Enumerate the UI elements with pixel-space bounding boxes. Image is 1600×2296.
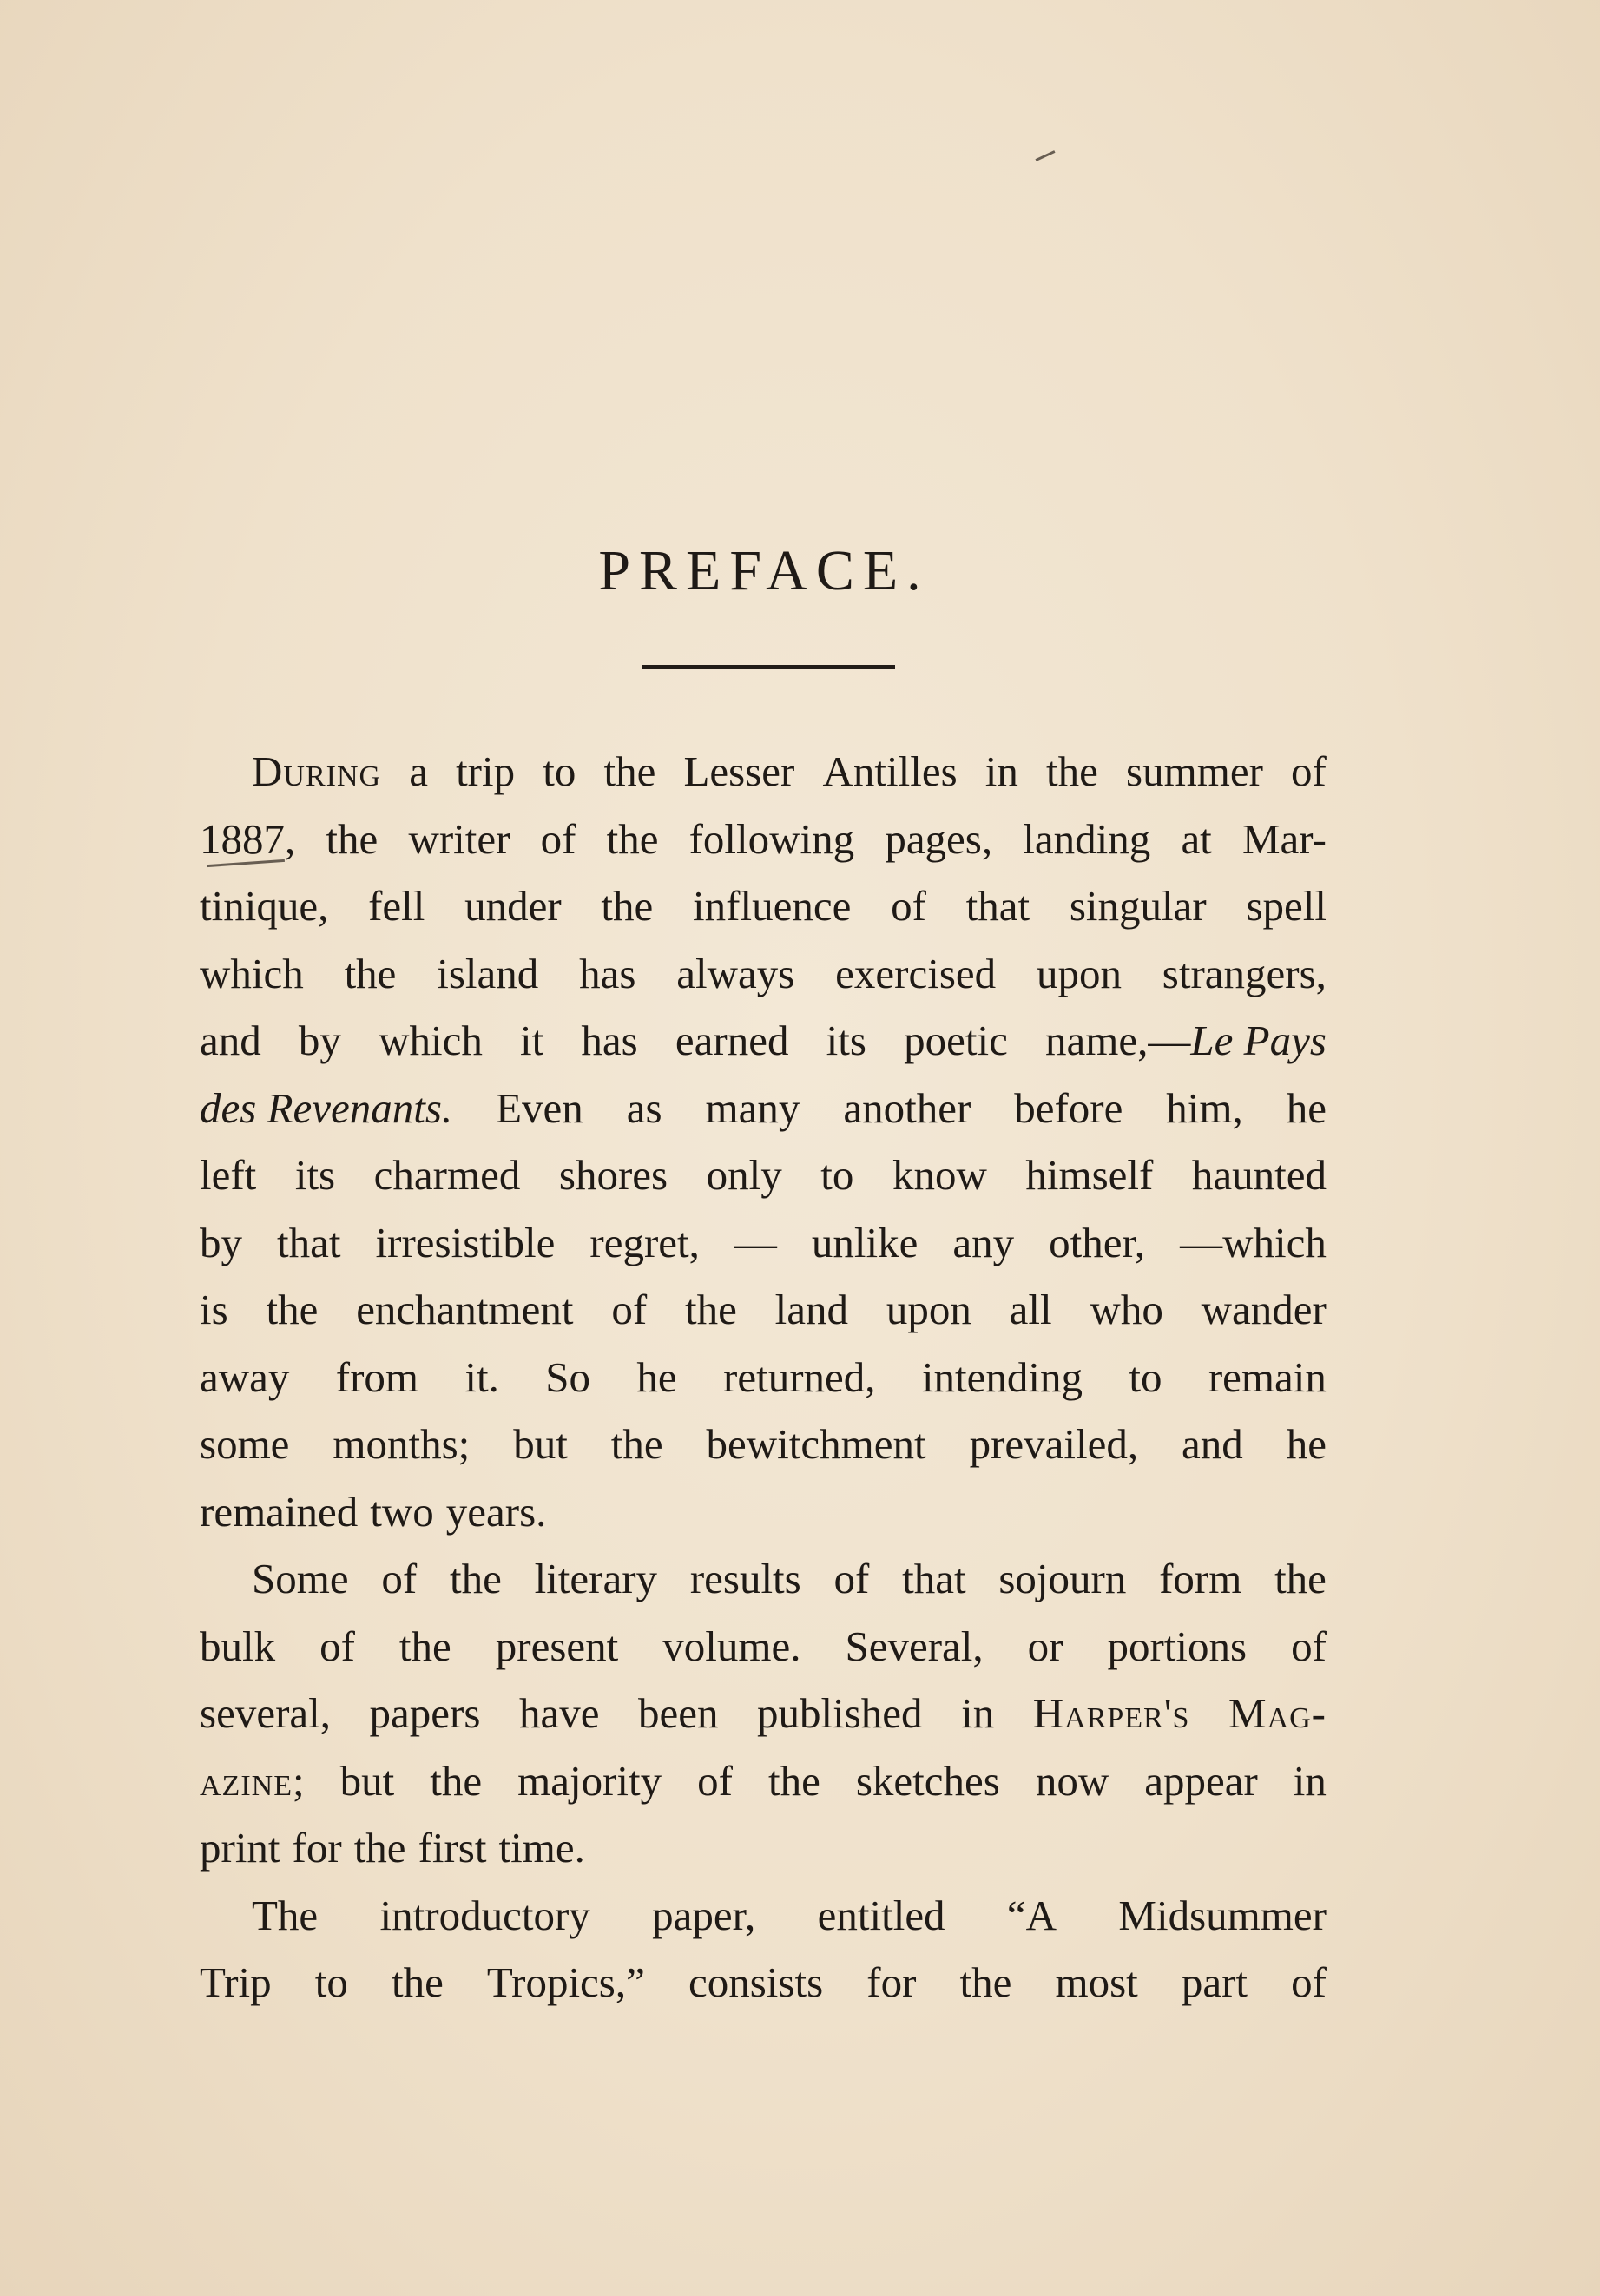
word: from: [335, 1352, 419, 1401]
word: singular: [1069, 882, 1207, 930]
word: by: [298, 1016, 341, 1064]
word: that: [902, 1555, 966, 1602]
word: Midsummer: [1118, 1891, 1327, 1939]
word: know: [892, 1151, 987, 1199]
word: returned,: [723, 1352, 876, 1401]
word-small-caps: Mag-: [1228, 1689, 1327, 1737]
word: earned: [675, 1016, 789, 1064]
word: wander: [1201, 1286, 1327, 1333]
word: literary: [534, 1555, 658, 1602]
word: have: [518, 1689, 600, 1737]
word: pages,: [885, 814, 993, 863]
text-line: [200, 806, 1327, 873]
word: exercised: [835, 949, 997, 997]
text-line: [200, 1141, 1327, 1209]
word: Mar-: [1241, 814, 1327, 863]
word: of: [697, 1756, 733, 1805]
word: irresistible: [375, 1218, 556, 1266]
word: volume.: [662, 1622, 801, 1670]
title-rule: [642, 665, 895, 669]
word: to: [820, 1151, 854, 1199]
word: remain: [1208, 1352, 1327, 1401]
word: but: [339, 1756, 395, 1805]
word: the: [353, 1824, 406, 1872]
word: [1045, 1007, 1327, 1075]
word: years.: [445, 1487, 547, 1536]
text-line: [200, 1747, 1327, 1815]
text-line: [200, 1545, 1327, 1613]
word: portions: [1107, 1622, 1248, 1670]
word: bewitchment: [706, 1420, 926, 1468]
word: months;: [333, 1420, 471, 1468]
word: island: [437, 949, 539, 997]
word: has: [579, 949, 636, 997]
word: intending: [921, 1352, 1083, 1401]
word: Even: [496, 1083, 583, 1132]
word: bulk: [200, 1622, 276, 1670]
word: —which: [1180, 1218, 1327, 1266]
text-line: [200, 940, 1327, 1008]
word: the: [1046, 747, 1098, 795]
word: which: [379, 1016, 483, 1064]
word: [200, 1747, 305, 1815]
word-part: ;: [292, 1756, 305, 1805]
word: of: [1291, 1958, 1327, 2006]
word: at: [1181, 814, 1212, 863]
word: Some: [252, 1555, 349, 1602]
word: of: [1291, 1622, 1327, 1670]
text-line: [200, 1882, 1327, 1950]
word: the: [603, 747, 656, 795]
word: the: [326, 814, 379, 863]
word: another: [843, 1083, 971, 1132]
word: appear: [1144, 1756, 1258, 1805]
word: only: [706, 1151, 782, 1199]
text-line: [200, 1209, 1327, 1277]
word: haunted: [1191, 1151, 1327, 1199]
word: by: [200, 1218, 242, 1266]
word: left: [200, 1151, 257, 1199]
word: the: [606, 814, 659, 863]
word: the: [391, 1958, 444, 2006]
word: for: [866, 1958, 917, 2006]
ink-speck: [1035, 150, 1055, 161]
word: to: [1129, 1352, 1162, 1401]
word: he: [636, 1352, 677, 1401]
word: form: [1159, 1555, 1242, 1602]
word: part: [1181, 1958, 1248, 2006]
word: the: [1274, 1555, 1327, 1602]
word: of: [891, 882, 926, 930]
word: before: [1014, 1083, 1123, 1132]
word: any: [952, 1218, 1015, 1266]
word: following: [688, 814, 855, 863]
word: of: [611, 1286, 648, 1333]
word: enchantment: [356, 1286, 574, 1333]
word: it.: [464, 1352, 499, 1401]
word: under: [464, 882, 562, 930]
word: —: [734, 1218, 777, 1266]
word: writer: [408, 814, 510, 863]
text-line: [200, 1075, 1327, 1142]
word: but: [513, 1420, 568, 1468]
word: 1887,: [200, 814, 296, 863]
word: the: [398, 1622, 451, 1670]
word: which: [200, 949, 304, 997]
word: or: [1027, 1622, 1063, 1670]
word: first: [418, 1824, 487, 1872]
word: the: [601, 882, 654, 930]
word: it: [520, 1016, 544, 1064]
word: Antilles: [822, 747, 958, 795]
word: in: [984, 747, 1018, 795]
word: Several,: [845, 1622, 984, 1670]
word: strangers,: [1162, 949, 1327, 997]
word: who: [1090, 1286, 1163, 1333]
word: the: [959, 1958, 1012, 2006]
word: of: [381, 1555, 418, 1602]
word: poetic: [904, 1016, 1008, 1064]
word: and: [1182, 1420, 1243, 1468]
word: two: [370, 1487, 434, 1536]
text-line: [200, 1949, 1327, 2016]
word: its: [826, 1016, 866, 1064]
word: been: [637, 1689, 719, 1737]
word: prevailed,: [969, 1420, 1139, 1468]
word: to: [543, 747, 576, 795]
word: introductory: [379, 1891, 590, 1939]
word: many: [705, 1083, 800, 1132]
word: of: [1291, 747, 1327, 795]
text-line: [200, 1478, 1327, 1546]
word: trip: [456, 747, 516, 795]
word: tinique,: [200, 882, 329, 930]
word: spell: [1246, 882, 1327, 930]
word: Tropics,”: [486, 1958, 645, 2006]
text-line: [200, 872, 1327, 940]
word: some: [200, 1420, 290, 1468]
word: and: [200, 1016, 261, 1064]
word: regret,: [589, 1218, 700, 1266]
word-part: name,—: [1045, 1016, 1191, 1064]
word: as: [626, 1083, 662, 1132]
word: that: [965, 882, 1030, 930]
word: influence: [693, 882, 852, 930]
word: upon: [886, 1286, 971, 1333]
word: upon: [1036, 949, 1122, 997]
word: published: [757, 1689, 923, 1737]
word: majority: [517, 1756, 662, 1805]
word: now: [1035, 1756, 1109, 1805]
word: time.: [498, 1824, 585, 1872]
text-line: [200, 1613, 1327, 1681]
word: present: [495, 1622, 619, 1670]
word: landing: [1023, 814, 1151, 863]
word: the: [430, 1756, 483, 1805]
word: the: [449, 1555, 502, 1602]
word: away: [200, 1352, 290, 1401]
word: all: [1009, 1286, 1052, 1333]
word: for: [292, 1824, 342, 1872]
word: remained: [200, 1487, 359, 1536]
word: So: [545, 1352, 591, 1401]
word: sojourn: [998, 1555, 1127, 1602]
word: of: [833, 1555, 870, 1602]
word: in: [961, 1689, 995, 1737]
word: of: [319, 1622, 355, 1670]
word: consists: [688, 1958, 824, 2006]
word: that: [277, 1218, 341, 1266]
word: summer: [1126, 747, 1263, 795]
word-small-caps: Harper's: [1032, 1689, 1190, 1737]
word: of: [540, 814, 576, 863]
word: the: [610, 1420, 663, 1468]
word: other,: [1049, 1218, 1146, 1266]
word: himself: [1025, 1151, 1154, 1199]
word: unlike: [811, 1218, 919, 1266]
word: sketches: [855, 1756, 1000, 1805]
text-line: [200, 1680, 1327, 1747]
word: results: [689, 1555, 801, 1602]
word: the: [767, 1756, 820, 1805]
word-small-caps: During: [252, 747, 382, 795]
word: he: [1286, 1420, 1327, 1468]
italic-phrase: Le Pays: [1190, 1016, 1327, 1064]
text-line: [200, 1276, 1327, 1344]
word: Lesser: [683, 747, 795, 795]
word: fell: [368, 882, 425, 930]
text-line: [200, 1411, 1327, 1478]
word: a: [409, 747, 428, 795]
word: several,: [200, 1689, 331, 1737]
word: the: [344, 949, 397, 997]
word: charmed: [373, 1151, 521, 1199]
text-line: [200, 1007, 1327, 1075]
word: Trip: [200, 1958, 272, 2006]
word: he: [1286, 1083, 1327, 1132]
word: always: [676, 949, 795, 997]
word: paper,: [652, 1891, 756, 1939]
word: its: [294, 1151, 336, 1199]
text-line: [200, 738, 1327, 806]
word: him,: [1166, 1083, 1243, 1132]
word: shores: [558, 1151, 668, 1199]
word: most: [1055, 1958, 1138, 2006]
word: entitled: [817, 1891, 945, 1939]
preface-text: [200, 738, 1327, 2016]
word: The: [252, 1891, 319, 1939]
word: print: [200, 1824, 280, 1872]
word: “A: [1006, 1891, 1057, 1939]
word: to: [314, 1958, 348, 2006]
text-line: [200, 1344, 1327, 1411]
italic-phrase: des Revenants.: [200, 1083, 453, 1132]
word: has: [581, 1016, 638, 1064]
word: land: [774, 1286, 849, 1333]
text-line: [200, 1814, 1327, 1882]
word: is: [200, 1286, 228, 1333]
word-small-caps: azine: [200, 1756, 293, 1805]
word: the: [684, 1286, 737, 1333]
page-title: PREFACE.: [598, 539, 930, 602]
word: in: [1293, 1756, 1327, 1805]
word: papers: [369, 1689, 481, 1737]
word: the: [266, 1286, 319, 1333]
